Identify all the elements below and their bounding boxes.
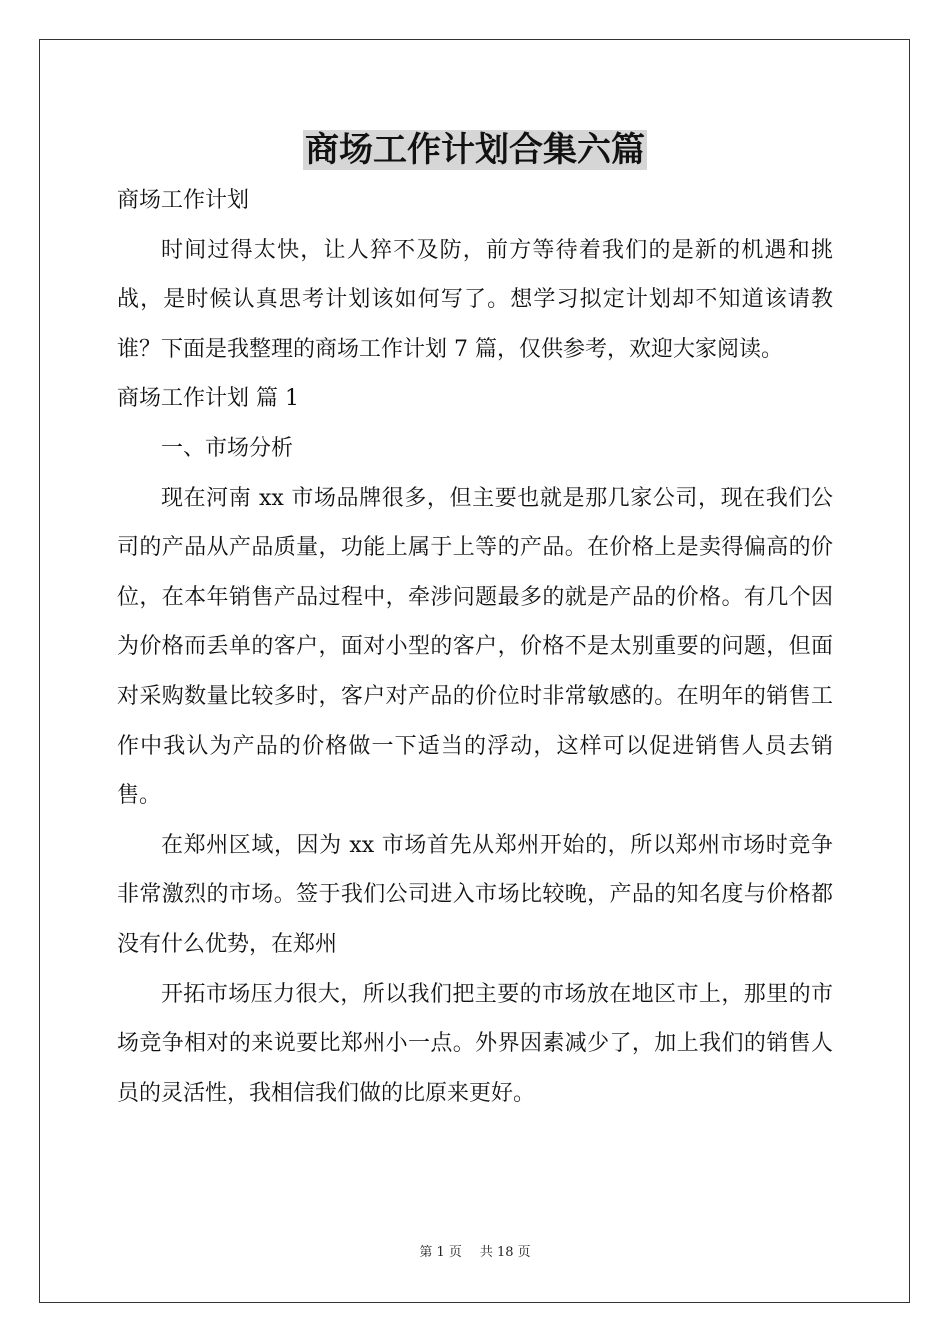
body-paragraph: 开拓市场压力很大，所以我们把主要的市场放在地区市上，那里的市场竞争相对的来说要比郑州小一点。外界因素减少了，加上我们的销售人员的灵活性，我相信我们做的比原来更好。 [117,981,833,1106]
document-title-text: 商场工作计划合集六篇 [305,130,645,170]
section-heading: 商场工作计划 [117,188,250,213]
body-paragraph: 现在河南 xx 市场品牌很多，但主要也就是那几家公司，现在我们公司的产品从产品质量，功能上属于上等的产品。在价格上是卖得偏高的价位，在本年销售产品过程中，牵涉问题最多的就是产品的价格。有几个因为价格而丢单的客户，面对小型的客户，价格不是太别重要的问题，但面对采购数量比较多时，客户对产品的价位时非常敏感的。在明年的销售工作中我认为产品的价格做一下适当的浮动，这样可以促进销售人员去销售。 [117,485,833,809]
body-paragraph: 在郑州区域，因为 xx 市场首先从郑州开始的，所以郑州市场时竞争非常激烈的市场。签于我们公司进入市场比较晚，产品的知名度与价格都没有什么优势，在郑州 [117,832,833,957]
document-body [117,176,833,1118]
page-number: 第 1 页 [419,1245,462,1260]
chapter-heading: 商场工作计划 篇 1 [117,386,299,412]
document-title [0,128,950,172]
page-total: 共 18 页 [479,1245,531,1260]
page-footer [0,1244,950,1262]
subsection-heading: 一、市场分析 [161,435,294,461]
intro-paragraph: 时间过得太快，让人猝不及防，前方等待着我们的是新的机遇和挑战，是时候认真思考计划该如何写了。想学习拟定计划却不知道该请教谁？下面是我整理的商场工作计划 7 篇，仅供参考，欢迎大家阅读。 [117,237,833,362]
